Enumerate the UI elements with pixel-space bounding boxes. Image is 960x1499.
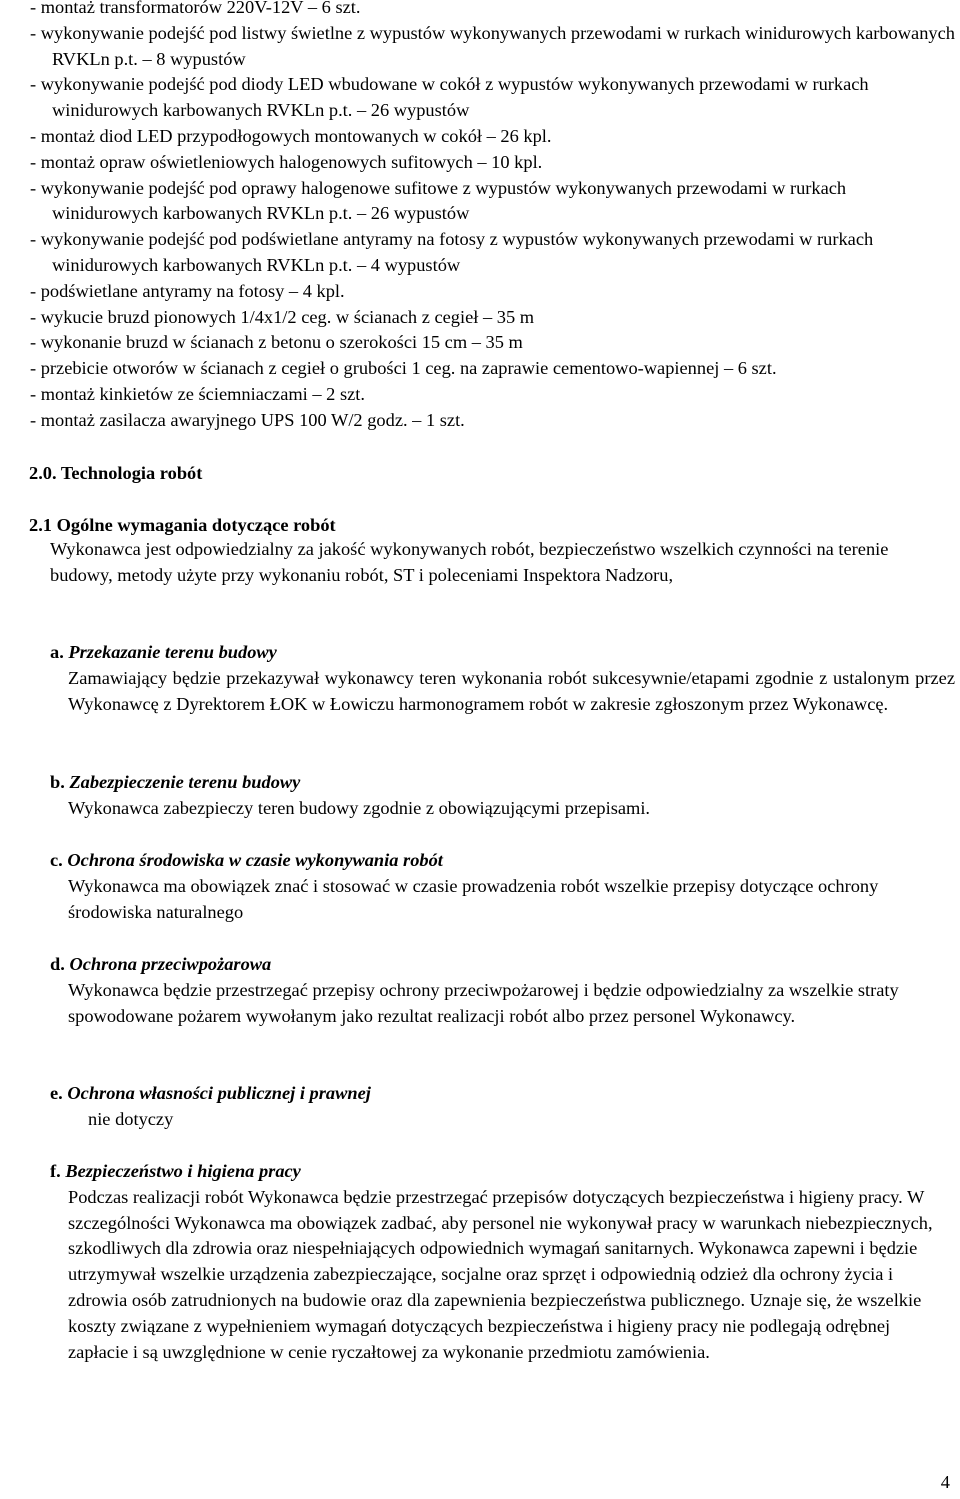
subsection-title: 2.1 Ogólne wymagania dotyczące robót [29, 515, 336, 535]
item-e [50, 1081, 955, 1133]
item-b [50, 770, 955, 822]
list-item: - montaż kinkietów ze ściemniaczami – 2 szt. [30, 383, 366, 404]
item-f [50, 1159, 955, 1365]
section-title: 2.0. Technologia robót [29, 463, 203, 483]
list-item: - montaż diod LED przypodłogowych montowanych w cokół – 26 kpl. [30, 125, 552, 146]
item-letter: e. [50, 1083, 63, 1103]
item-heading: Zabezpieczenie terenu budowy [69, 772, 301, 792]
item-heading: Przekazanie terenu budowy [68, 642, 277, 662]
item-body: Podczas realizacji robót Wykonawca będzie przestrzegać przepisów dotyczących bezpieczeństwa i higieny pracy. W szczególności Wykonawca ma obowiązek zadbać, aby personel nie wykonywał pracy w warunkach niebezpiecznych, szkodliwych dla zdrowia oraz niespełniających odpowiednich wymagań sanitarnych. Wykonawca zapewni i będzie utrzymywał wszelkie urządzenia zabezpieczające, socjalne oraz sprzęt i odpowiednią odzież dla ochrony życia i zdrowia osób zatrudnionych na budowie oraz dla zapewnienia bezpieczeństwa publicznego. Uznaje się, że wszelkie koszty związane z wypełnieniem wymagań dotyczących bezpieczeństwa i higieny pracy nie podlegają odrębnej zapłacie i są uwzględnione w cenie ryczałtowej za wykonanie przedmiotu zamówienia. [68, 1186, 933, 1362]
list-item: - wykonywanie podejść pod listwy świetlne z wypustów wykonywanych przewodami w rurkach winidurowych karbowanych RVKLn p.t. – 8 wypustów [30, 22, 955, 69]
item-heading: Ochrona środowiska w czasie wykonywania robót [67, 850, 443, 870]
list-item: - wykonywanie podejść pod oprawy halogenowe sufitowe z wypustów wykonywanych przewodami w rurkach winidurowych karbowanych RVKLn p.t. – 26 wypustów [30, 177, 847, 224]
item-body: Wykonawca zabezpieczy teren budowy zgodnie z obowiązującymi przepisami. [68, 797, 651, 818]
list-item: - montaż opraw oświetleniowych halogenowych sufitowych – 10 kpl. [30, 151, 543, 172]
item-body: Wykonawca ma obowiązek znać i stosować w czasie prowadzenia robót wszelkie przepisy dotyczące ochrony środowiska naturalnego [68, 875, 879, 922]
item-body: Zamawiający będzie przekazywał wykonawcy teren wykonania robót sukcesywnie/etapami zgodnie z ustalonym przez Wykonawcę z Dyrektorem ŁOK w Łowiczu harmonogramem robót w zakresie zgłoszonym przez Wykonawcę. [68, 667, 955, 714]
item-letter: a. [50, 642, 64, 662]
item-letter: b. [50, 772, 65, 792]
item-d [50, 952, 955, 1029]
list-item: - montaż transformatorów 220V-12V – 6 szt. [30, 0, 361, 17]
item-body: Wykonawca będzie przestrzegać przepisy ochrony przeciwpożarowej i będzie odpowiedzialny za wszelkie straty spowodowane pożarem wywołanym jako rezultat realizacji robót albo przez personel Wykonawcy. [68, 979, 899, 1026]
works-list [30, 0, 955, 434]
item-a [50, 640, 955, 717]
item-letter: d. [50, 954, 65, 974]
list-item: - wykonywanie podejść pod podświetlane antyramy na fotosy z wypustów wykonywanych przewodami w rurkach winidurowych karbowanych RVKLn p.t. – 4 wypustów [30, 229, 874, 275]
intro-paragraph: Wykonawca jest odpowiedzialny za jakość wykonywanych robót, bezpieczeństwo wszelkich czynności na terenie budowy, metody użyte przy wykonaniu robót, ST i poleceniami Inspektora Nadzoru, [50, 539, 889, 585]
list-item: - wykonanie bruzd w ścianach z betonu o szerokości 15 cm – 35 m [30, 332, 523, 353]
item-c [50, 848, 955, 925]
page-number: 4 [940, 1472, 950, 1492]
item-heading: Bezpieczeństwo i higiena pracy [65, 1161, 301, 1181]
item-heading: Ochrona przeciwpożarowa [69, 954, 272, 974]
list-item: - wykucie bruzd pionowych 1/4x1/2 ceg. w ścianach z cegieł – 35 m [30, 306, 535, 327]
list-item: - wykonywanie podejść pod diody LED wbudowane w cokół z wypustów wykonywanych przewodami w rurkach winidurowych karbowanych RVKLn p.t. – 26 wypustów [30, 74, 869, 121]
item-heading: Ochrona własności publicznej i prawnej [67, 1083, 371, 1103]
item-letter: f. [50, 1161, 61, 1181]
item-body: nie dotyczy [88, 1108, 174, 1129]
item-letter: c. [50, 850, 63, 870]
list-item: - podświetlane antyramy na fotosy – 4 kpl. [30, 280, 345, 301]
list-item: - przebicie otworów w ścianach z cegieł o grubości 1 ceg. na zaprawie cementowo-wapiennej – 6 szt. [30, 358, 777, 379]
list-item: - montaż zasilacza awaryjnego UPS 100 W/2 godz. – 1 szt. [30, 409, 465, 430]
